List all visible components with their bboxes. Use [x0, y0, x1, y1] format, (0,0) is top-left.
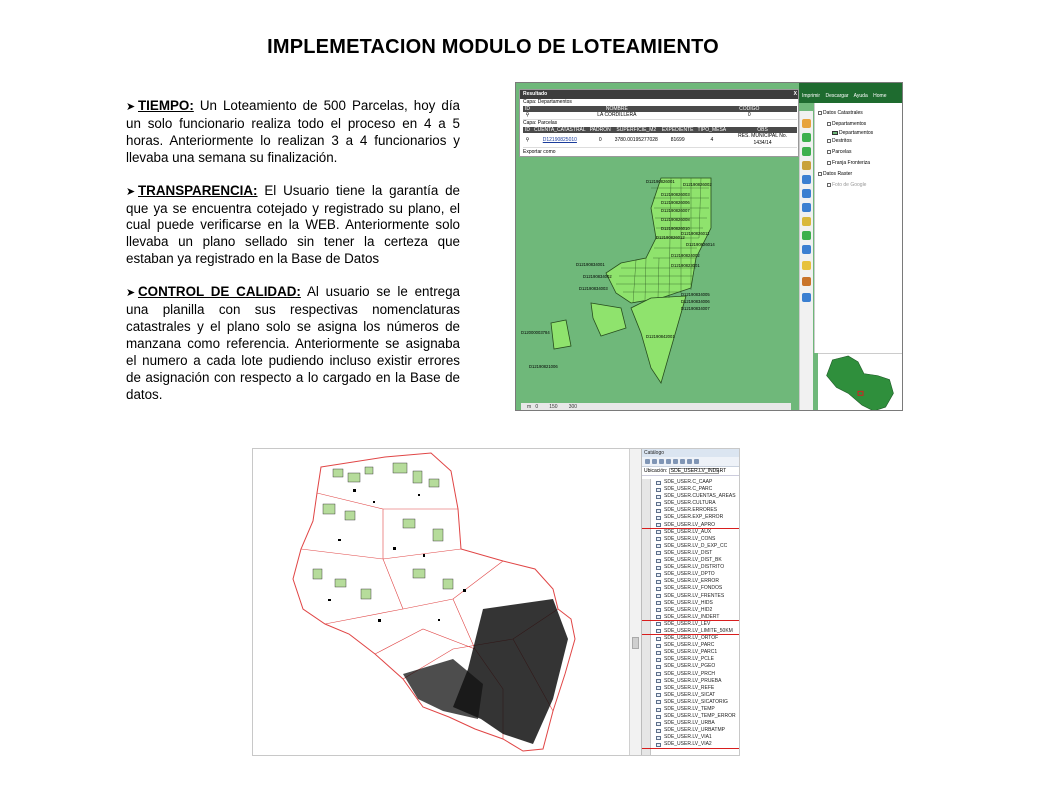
layer-foto-google[interactable] [818, 180, 903, 191]
list-item[interactable] [642, 685, 740, 692]
list-item-label: SDE_USER.LV_DPTO [664, 571, 715, 578]
table-header: TIPO_MESA [697, 127, 727, 133]
caption-parcelas: Capa: Parcelas [523, 120, 558, 126]
layer-label: Franja Fronteriza [832, 160, 871, 166]
identify-icon[interactable] [802, 161, 811, 170]
list-item-label: SDE_USER.LV_VIA2 [664, 741, 712, 748]
table-cell: 81699 [660, 133, 696, 148]
table-header: ID [525, 127, 530, 133]
arrow-bullet-icon: ➤ [126, 101, 136, 113]
checkbox-icon[interactable] [827, 150, 831, 154]
feature-class-icon [656, 651, 661, 655]
print-link[interactable]: Imprimir [802, 93, 821, 99]
export-label[interactable]: Exportar como [523, 149, 556, 155]
scale-tick: 300 [568, 404, 578, 410]
feature-class-icon [656, 509, 661, 513]
feature-class-icon [656, 658, 661, 662]
feature-class-icon [656, 615, 661, 619]
list-item-label: SDE_USER.LV_SICATORIG [664, 698, 728, 705]
list-item-label: SDE_USER.LV_URBATMP [664, 727, 725, 734]
layer-tree [814, 103, 903, 353]
feature-class-icon [656, 629, 661, 633]
list-item[interactable] [642, 635, 740, 642]
table-header: ID [525, 106, 530, 112]
list-item[interactable] [642, 706, 740, 713]
checkbox-icon[interactable] [818, 111, 822, 115]
list-item-label: SDE_USER.LV_ORTOF [664, 635, 719, 642]
list-item-label: SDE_USER.LV_FONDOS [664, 585, 723, 592]
map-label: D12190842001 [646, 334, 675, 339]
checkbox-icon[interactable] [827, 139, 831, 143]
list-item-label: SDE_USER.LV_PRCH [664, 670, 716, 677]
layer-label: Datos Catastrales [823, 110, 863, 116]
subdivision-small-lot [551, 320, 571, 349]
list-item[interactable] [642, 713, 740, 720]
bullet-text: Al usuario se le entrega una planilla con sus respectivas nomenclaturas catastrales y el plano solo se asigna los números de manzana como referencia. Anteriormente se asignaba el numero a cada lote pudiendo incluso existir errores de asignación con respecto a lo cargado en la Base de datos. [126, 284, 460, 402]
close-button[interactable]: X [793, 91, 797, 97]
list-item-label: SDE_USER.LV_DIST [664, 549, 713, 556]
checkbox-icon[interactable] [818, 172, 822, 176]
list-item-label: SDE_USER.LV_AUX [664, 528, 712, 535]
feature-class-icon [656, 736, 661, 740]
home-link[interactable]: Home [873, 93, 887, 99]
list-item[interactable] [642, 585, 740, 592]
list-item-label: SDE_USER.LV_LEV [664, 620, 711, 627]
map-label: D12190826003 [661, 192, 690, 197]
map-label: D12190826007 [661, 208, 690, 213]
table-header: EXPEDIENTE [661, 127, 694, 133]
list-item[interactable] [642, 663, 740, 670]
feature-class-icon [656, 637, 661, 641]
list-item-label: SDE_USER.LV_PARC [664, 642, 715, 649]
list-item-label: SDE_USER.EXP_ERROR [664, 514, 724, 521]
feature-class-icon [656, 559, 661, 563]
table-cell: 0 [588, 133, 613, 148]
list-item-label: SDE_USER.LV_HIDS [664, 599, 713, 606]
list-item[interactable] [642, 692, 740, 699]
zoom-in-icon[interactable] [802, 175, 811, 184]
overview-country-shape [827, 356, 894, 411]
list-item[interactable] [642, 628, 740, 635]
map-label: D12190826012 [656, 235, 685, 240]
options-icon[interactable] [694, 459, 699, 464]
refresh-icon[interactable] [802, 293, 811, 302]
table-cell-link[interactable]: D12190825010 [532, 133, 588, 148]
table-header: OBS [728, 127, 797, 133]
list-item[interactable] [642, 614, 740, 621]
scale-tick: 150 [549, 404, 558, 410]
list-item[interactable] [642, 493, 740, 500]
table-row[interactable] [523, 133, 797, 148]
table-header: CODIGO [702, 106, 797, 112]
location-bar [642, 467, 740, 476]
subdivision-large-lot [631, 296, 686, 383]
feature-class-icon [656, 594, 661, 598]
feature-class-icon [656, 580, 661, 584]
catalog-title: Catálogo [642, 449, 740, 457]
list-item[interactable] [642, 741, 740, 748]
list-item-label: SDE_USER.LV_D_EXP_CC [664, 542, 728, 549]
catalog-panel [641, 449, 740, 756]
layer-departamentos[interactable] [818, 119, 903, 130]
list-item[interactable] [642, 656, 740, 663]
list-item[interactable] [642, 536, 740, 543]
feature-class-icon [656, 481, 661, 485]
catalog-item-list [642, 479, 740, 756]
table-cell: 0 [702, 112, 797, 120]
bullet-text: Un Loteamiento de 500 Parcelas, hoy día un solo funcionario realiza todo el proceso en 4 a 5 horas. Anteriormente lo realizan 3 a 4 funcionarios y llevaba una semana su finalización. [126, 98, 460, 165]
result-panel-title: Resultado [520, 90, 798, 99]
fill-icon[interactable] [802, 277, 811, 286]
list-item-label: SDE_USER.LV_FRENTES [664, 592, 725, 599]
feature-class-icon [656, 672, 661, 676]
table-parcelas [523, 127, 797, 148]
table-cell: 3780.00195277028 [613, 133, 660, 148]
table-cell: RES. MUNICIPAL No. 1434/14 [728, 133, 797, 148]
list-item[interactable] [642, 564, 740, 571]
feature-class-icon [656, 530, 661, 534]
bullet-control-calidad [126, 284, 460, 403]
map-label: D12190834007 [681, 306, 710, 311]
feature-class-icon [656, 679, 661, 683]
scale-tick: 0 [535, 404, 539, 410]
country-parcel-map[interactable] [253, 449, 641, 756]
forward-icon[interactable] [652, 459, 657, 464]
catalog-toolbar [642, 457, 740, 467]
list-item-label: SDE_USER.LV_ERROR [664, 578, 719, 585]
feature-class-icon [656, 715, 661, 719]
layer-label: Departamentos [832, 121, 867, 127]
list-item[interactable] [642, 678, 740, 685]
feature-class-icon [656, 587, 661, 591]
layer-datos-raster[interactable] [818, 169, 903, 180]
list-item-label: SDE_USER.LV_APRO [664, 521, 716, 528]
folder-icon[interactable] [673, 459, 678, 464]
list-item-label: SDE_USER.LV_PRUEBA [664, 677, 722, 684]
feature-class-icon [656, 551, 661, 555]
layer-label: Parcelas [832, 149, 852, 155]
list-item[interactable] [642, 571, 740, 578]
list-item-label: SDE_USER.LV_VIA1 [664, 734, 712, 741]
result-panel [519, 89, 799, 157]
bullet-transparencia [126, 183, 460, 269]
list-item[interactable] [642, 550, 740, 557]
list-item[interactable] [642, 734, 740, 741]
checkbox-icon[interactable] [827, 122, 831, 126]
list-item-label: SDE_USER.LV_TEMP [664, 706, 715, 712]
list-item-label: SDE_USER.LV_LIMITE_50KM [664, 627, 733, 634]
list-item[interactable] [642, 543, 740, 550]
feature-class-icon [656, 708, 661, 712]
feature-class-icon [656, 644, 661, 648]
list-item-label: SDE_USER.LV_REFE [664, 684, 715, 691]
feature-class-icon [656, 743, 661, 747]
list-item[interactable] [642, 507, 740, 514]
table-header: CUENTA_CATASTRAL [534, 127, 586, 133]
feature-class-icon [656, 686, 661, 690]
list-item-label: SDE_USER.LV_PCLE [664, 656, 714, 663]
list-item-label: SDE_USER.CULTURA [664, 500, 716, 507]
table-departamentos [523, 106, 797, 120]
feature-class-icon [656, 622, 661, 626]
feature-class-icon [656, 502, 661, 506]
list-item-label: SDE_USER.LV_DIST_BK [664, 557, 722, 564]
full-extent-icon[interactable] [802, 203, 811, 212]
map-label: D12000003784 [521, 330, 550, 335]
list-item[interactable] [642, 578, 740, 585]
table-cell: 4 [696, 133, 729, 148]
view-icon[interactable] [687, 459, 692, 464]
feature-class-icon [656, 601, 661, 605]
layer-label: Destritos [832, 138, 852, 144]
back-icon[interactable] [645, 459, 650, 464]
globe-icon[interactable] [802, 245, 811, 254]
feature-class-icon [656, 729, 661, 733]
list-item[interactable] [642, 529, 740, 536]
bullet-text: El Usuario tiene la garantía de que ya se encuentra cotejado y registrado su plano, el cual puede verificarse en la WEB. Anteriormente solo llevaba un plano sellado sin tener la certeza que estaban ya registrado en la Base de Datos [126, 182, 460, 267]
map-label: D12190824002 [671, 253, 700, 258]
list-item-label: SDE_USER.C_PARC [664, 486, 713, 493]
map-label: D12190826001 [646, 179, 675, 184]
map-label: D12190834002 [583, 274, 612, 279]
scale-bar [521, 403, 791, 411]
feature-class-icon [656, 665, 661, 669]
list-item[interactable] [642, 557, 740, 564]
desktop-gis-screenshot [252, 448, 740, 756]
list-item[interactable] [642, 607, 740, 614]
list-item-label: SDE_USER.LV_PGEO [664, 663, 716, 670]
list-item-label: SDE_USER.LV_INDERT [664, 613, 720, 620]
map-label: D12190826008 [661, 217, 690, 222]
list-item-label: SDE_USER.LV_CONS [664, 535, 716, 542]
feature-class-icon [656, 722, 661, 726]
arrow-bullet-icon: ➤ [126, 185, 136, 198]
feature-class-icon [656, 495, 661, 499]
feature-class-icon [656, 608, 661, 612]
list-item[interactable] [642, 479, 740, 486]
list-item[interactable] [642, 486, 740, 493]
map-label: D12190826014 [686, 242, 715, 247]
layer-franja-fronteriza[interactable] [818, 158, 903, 169]
table-header: SUPERFICIE_M2 [613, 127, 660, 133]
map-label: D12190834001 [576, 262, 605, 267]
list-item-label: SDE_USER.LV_SICAT [664, 691, 716, 698]
layer-label: Foto de Google [832, 182, 867, 188]
layer-destritos[interactable] [818, 136, 903, 147]
feature-class-icon [656, 523, 661, 527]
map-label: D12190834003 [579, 286, 608, 291]
app-header [799, 83, 903, 103]
list-item[interactable] [642, 671, 740, 678]
location-input[interactable]: SDE_USER.LV_INDERT [670, 467, 727, 474]
layer-label: Datos Raster [823, 171, 853, 177]
measure-icon[interactable] [802, 217, 811, 226]
map-label: D12190823001 [671, 263, 700, 268]
list-item[interactable] [642, 514, 740, 521]
search-icon[interactable]: ⚲ [523, 112, 532, 120]
list-item[interactable] [642, 642, 740, 649]
legend-swatch-icon [832, 131, 838, 135]
list-item-label: SDE_USER.CUENTAS_AREAS [664, 493, 736, 500]
select-icon[interactable] [802, 231, 811, 240]
feature-class-icon [656, 516, 661, 520]
scale-unit: m [527, 404, 532, 410]
bullet-heading: TRANSPARENCIA: [138, 182, 258, 198]
layer-label: Departamentos [839, 130, 874, 136]
map-label: D12190826002 [683, 182, 712, 187]
connect-icon[interactable] [680, 459, 685, 464]
list-item[interactable] [642, 727, 740, 734]
forward-icon[interactable] [802, 147, 811, 156]
home-icon[interactable] [666, 459, 671, 464]
list-item-label: SDE_USER.LV_HID2 [664, 606, 713, 613]
map-toolbar [799, 111, 813, 411]
map-label: D12190834005 [681, 292, 710, 297]
checkbox-icon[interactable] [827, 183, 831, 187]
scroll-thumb[interactable] [632, 637, 639, 649]
feature-class-icon [656, 544, 661, 548]
feature-class-icon [656, 573, 661, 577]
list-item-label: SDE_USER.LV_DISTRITO [664, 564, 725, 571]
list-item[interactable] [642, 500, 740, 507]
parcel-map[interactable] [521, 168, 791, 403]
map-label: D12190821006 [529, 364, 558, 369]
bullet-heading: CONTROL DE CALIDAD: [138, 284, 301, 300]
layer-parcelas[interactable] [818, 147, 903, 158]
up-icon[interactable] [659, 459, 664, 464]
subdivision-west-lots [591, 303, 626, 336]
bullet-list [126, 98, 460, 420]
bullet-heading: TIEMPO: [138, 98, 194, 113]
pan-icon[interactable] [802, 119, 811, 128]
caption-departamentos: Capa: Departamentos [523, 99, 572, 105]
list-item[interactable] [642, 600, 740, 607]
feature-class-icon [656, 566, 661, 570]
zoom-out-icon[interactable] [802, 189, 811, 198]
feature-class-icon [656, 700, 661, 704]
location-label: Ubicación: [644, 468, 668, 474]
pencil-icon[interactable] [802, 261, 811, 270]
feature-class-icon [656, 488, 661, 492]
page-title: IMPLEMETACION MODULO DE LOTEAMIENTO [267, 36, 719, 58]
bullet-tiempo [126, 98, 460, 167]
map-label: D12190826006 [661, 200, 690, 205]
list-item-label: SDE_USER.C_CAAP [664, 479, 713, 485]
map-vertical-scrollbar[interactable] [629, 449, 641, 756]
map-label: D12190826011 [681, 231, 710, 236]
web-gis-screenshot [515, 82, 903, 411]
search-icon[interactable]: ⚲ [523, 133, 532, 148]
feature-class-icon [656, 537, 661, 541]
layer-datos-catastrales[interactable] [818, 108, 903, 119]
list-item-label: SDE_USER.LV_TEMP_ERROR [664, 713, 736, 720]
feature-class-icon [656, 693, 661, 697]
list-item[interactable] [642, 522, 740, 529]
list-item[interactable] [642, 720, 740, 727]
checkbox-icon[interactable] [827, 161, 831, 165]
table-cell: LA CORDILLERA [532, 112, 702, 120]
back-icon[interactable] [802, 133, 811, 142]
map-label: D12190826010 [661, 226, 690, 231]
map-label: D12190834006 [681, 299, 710, 304]
list-item-label: SDE_USER.LV_PARC1 [664, 649, 718, 656]
overview-map[interactable] [818, 353, 903, 411]
help-link[interactable]: Ayuda [853, 93, 868, 99]
list-item-label: SDE_USER.ERRORES [664, 507, 718, 514]
list-item[interactable] [642, 593, 740, 600]
table-header: NOMBRE [532, 106, 702, 112]
list-item[interactable] [642, 649, 740, 656]
list-item-label: SDE_USER.LV_URBA [664, 720, 715, 727]
table-row[interactable] [523, 112, 797, 120]
table-header: PADRON [589, 127, 611, 133]
list-item[interactable] [642, 621, 740, 628]
download-link[interactable]: Descargar [825, 93, 849, 99]
arrow-bullet-icon: ➤ [126, 287, 136, 300]
list-item[interactable] [642, 699, 740, 706]
